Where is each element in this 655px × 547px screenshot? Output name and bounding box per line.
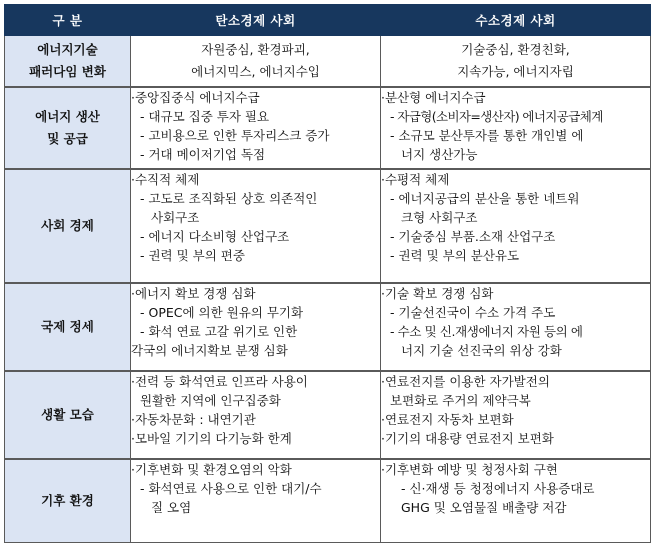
cell-line: 너지 기술 선진국의 위상 강화: [401, 342, 562, 358]
cell-line: - 대규모 집중 투자 필요: [140, 108, 270, 124]
cell-line: - OPEC에 의한 원유의 무기화: [140, 304, 304, 320]
hydrogen-cell: [381, 169, 651, 283]
cell-line: ·분산형 에너지수급: [381, 89, 486, 105]
hydrogen-cell: [381, 459, 651, 543]
cell-line: - 에너지 다소비형 산업구조: [140, 228, 290, 244]
cell-line: 에너지믹스, 에너지수입: [191, 63, 320, 79]
cell-line: 각국의 에너지확보 분쟁 심화: [131, 342, 288, 358]
cell-line: - 에너지공급의 분산을 통한 네트워: [390, 190, 580, 206]
cell-line: 자원중심, 환경파괴,: [201, 41, 310, 57]
cell-line: ·모바일 기기의 다기능화 한계: [131, 430, 292, 446]
table-row-lifestyle: [5, 371, 651, 459]
table-row-international: [5, 283, 651, 371]
table-header-row: [5, 5, 651, 36]
cell-line: ·자동차문화 : 내연기관: [131, 411, 256, 427]
category-line: 에너지기술: [37, 41, 98, 57]
carbon-cell: [131, 371, 381, 459]
comparison-table: [4, 4, 651, 543]
cell-line: ·에너지 확보 경쟁 심화: [131, 285, 256, 301]
row-category: [5, 36, 131, 87]
category-line: 및 공급: [47, 130, 88, 146]
cell-line: 보편화로 주거의 제약극복: [390, 392, 531, 408]
category-line: 기후 환경: [41, 492, 94, 508]
cell-line: - 기술중심 부품.소재 산업구조: [390, 228, 556, 244]
cell-line: ·연료전지를 이용한 자가발전의: [381, 373, 550, 389]
cell-line: GHG 및 오염물질 배출량 저감: [401, 499, 567, 515]
row-category: [5, 459, 131, 543]
carbon-cell: [131, 459, 381, 543]
table-row-production: [5, 87, 651, 169]
category-line: 패러다임 변화: [29, 63, 106, 79]
header-carbon-economy: 탄소경제 사회: [131, 5, 381, 36]
cell-line: ·중앙집중식 에너지수급: [131, 89, 260, 105]
cell-line: 질 오염: [151, 499, 192, 515]
carbon-cell: [131, 169, 381, 283]
cell-line: 지속가능, 에너지자립: [457, 63, 574, 79]
cell-line: ·연료전지 자동차 보편화: [381, 411, 514, 427]
table-row-climate: [5, 459, 651, 543]
cell-line: ·기술 확보 경쟁 심화: [381, 285, 494, 301]
cell-line: 원활한 지역에 인구집중화: [140, 392, 281, 408]
hydrogen-cell: [381, 371, 651, 459]
cell-line: ·기기의 대용량 연료전지 보편화: [381, 430, 554, 446]
category-line: 생활 모습: [41, 406, 94, 422]
category-line: 사회 경제: [41, 217, 94, 233]
category-line: 국제 정세: [41, 318, 94, 334]
row-category: [5, 169, 131, 283]
cell-line: 크형 사회구조: [401, 209, 478, 225]
cell-line: - 화석 연료 고갈 위기로 인한: [140, 323, 298, 339]
hydrogen-cell: [381, 283, 651, 371]
table-row-paradigm: [5, 36, 651, 87]
carbon-cell: [131, 283, 381, 371]
cell-line: ·기후변화 예방 및 청정사회 구현: [381, 461, 558, 477]
cell-line: - 권력 및 부의 편중: [140, 247, 245, 263]
cell-line: - 거대 메이저기업 독점: [140, 146, 266, 162]
cell-line: - 수소 및 신.재생에너지 자원 등의 에: [390, 323, 583, 339]
cell-line: ·수직적 체제: [131, 171, 200, 187]
table-row-socio-economy: [5, 169, 651, 283]
cell-line: - 자급형(소비자=생산자) 에너지공급체계: [390, 108, 603, 124]
cell-line: 기술중심, 환경친화,: [461, 41, 570, 57]
row-category: [5, 283, 131, 371]
row-category: [5, 87, 131, 169]
hydrogen-cell: [381, 36, 651, 87]
cell-line: 사회구조: [151, 209, 200, 225]
carbon-cell: [131, 87, 381, 169]
cell-line: - 고도로 조직화된 상호 의존적인: [140, 190, 318, 206]
hydrogen-cell: [381, 87, 651, 169]
row-category: [5, 371, 131, 459]
cell-line: ·기후변화 및 환경오염의 악화: [131, 461, 292, 477]
cell-line: - 소규모 분산투자를 통한 개인별 에: [390, 127, 584, 143]
header-category: 구 분: [5, 5, 131, 36]
cell-line: 너지 생산가능: [401, 146, 478, 162]
cell-line: - 기술선진국이 수소 가격 주도: [390, 304, 556, 320]
cell-line: - 고비용으로 인한 투자리스크 증가: [140, 127, 330, 143]
cell-line: - 권력 및 부의 분산유도: [390, 247, 520, 263]
cell-line: ·수평적 체제: [381, 171, 450, 187]
carbon-cell: [131, 36, 381, 87]
cell-line: - 신·재생 등 청정에너지 사용증대로: [401, 480, 595, 496]
header-hydrogen-economy: 수소경제 사회: [381, 5, 651, 36]
category-line: 에너지 생산: [35, 108, 100, 124]
cell-line: - 화석연료 사용으로 인한 대기/수: [140, 480, 322, 496]
cell-line: ·전력 등 화석연료 인프라 사용이: [131, 373, 308, 389]
